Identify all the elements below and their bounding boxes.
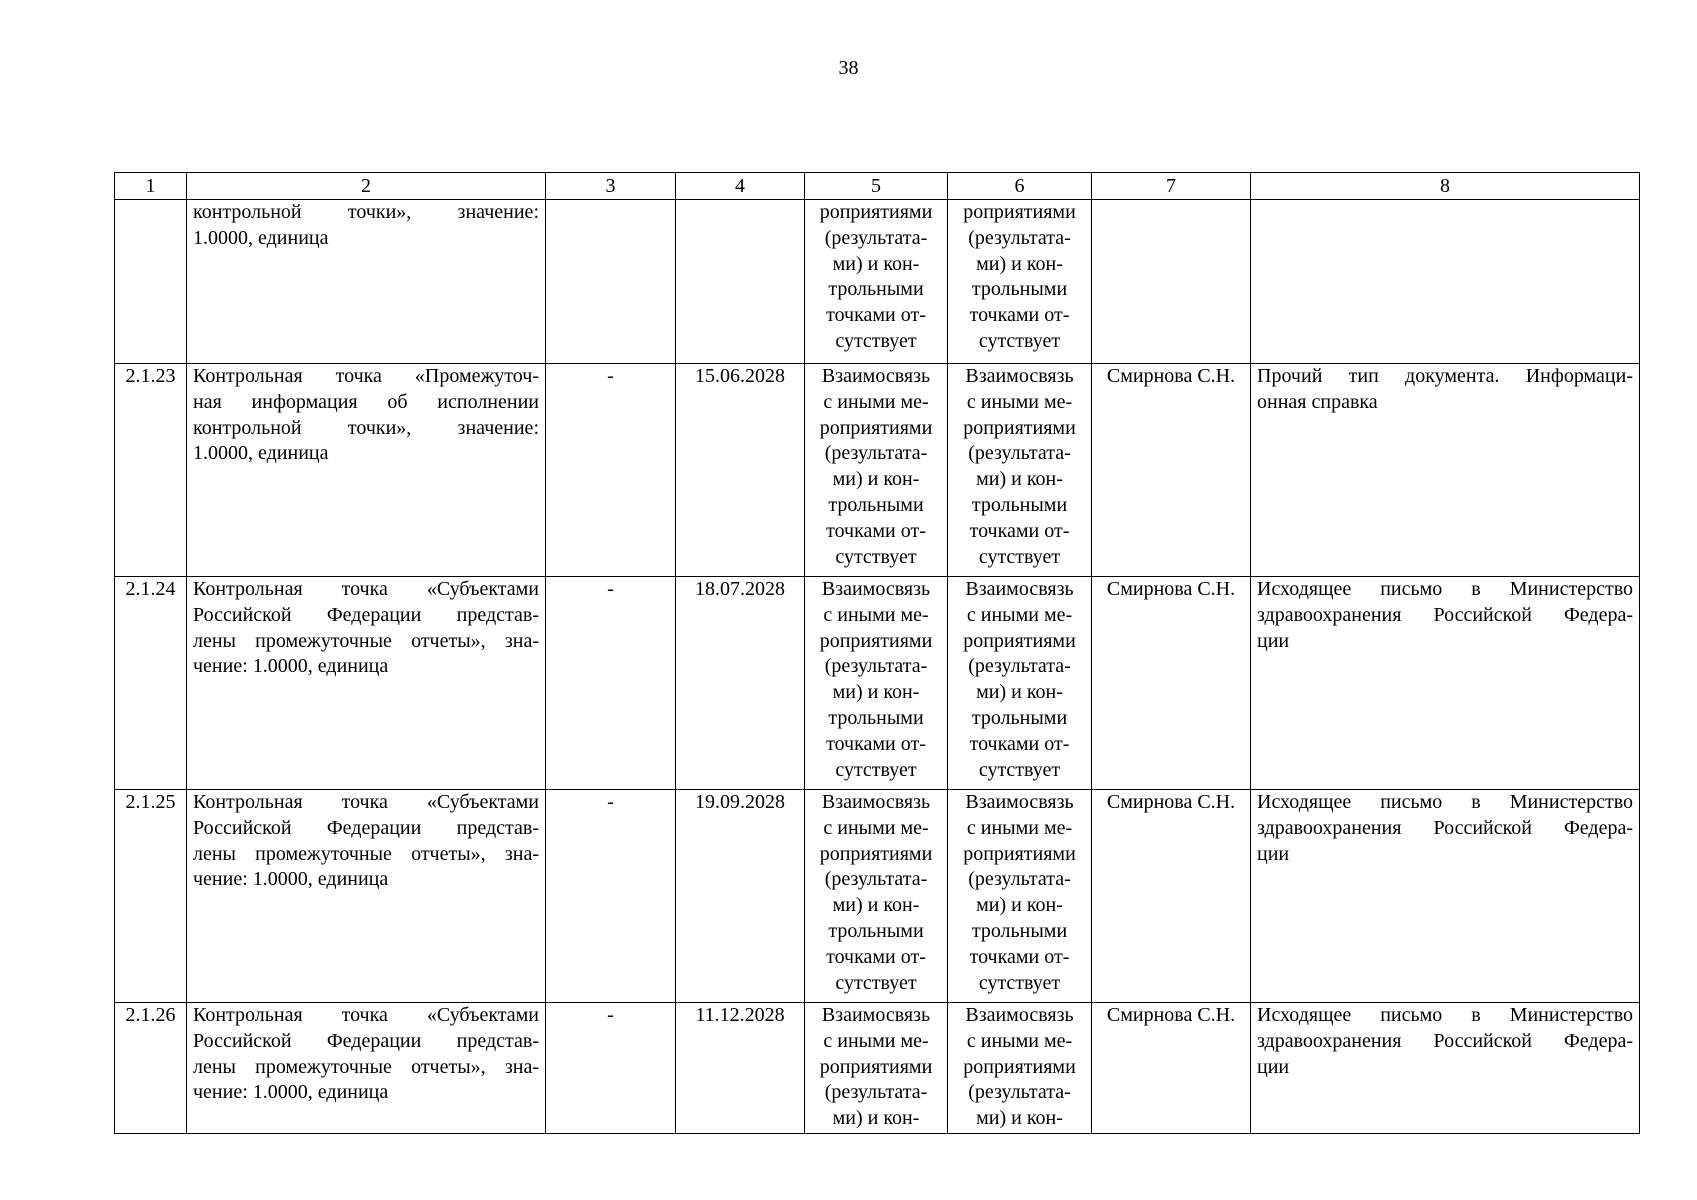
row-number-cell: 2.1.23 [115,364,187,577]
name-line: контрольной точки», значение: [193,201,539,223]
row-number-cell: 2.1.25 [115,790,187,1003]
date-cell: 18.07.2028 [676,577,805,790]
relation-line: (результата- [824,655,928,678]
relation-line: трольными [971,278,1068,301]
column-header: 1 [115,173,187,200]
relation-line: (результата- [824,1081,928,1104]
relation-line: роприятиями [819,416,933,439]
relation-line: Взаимосвязь [965,791,1074,813]
relation-line: трольными [971,493,1068,516]
column-3-cell: - [546,577,676,790]
relation-line: роприятиями [963,842,1076,865]
responsible-cell: Смирнова С.Н. [1092,577,1251,790]
relation-line: (результата- [824,868,928,891]
column-header: 7 [1092,173,1251,200]
name-line: лены промежуточные отчеты», зна- [193,629,539,652]
relation-line: сутствует [835,758,917,781]
relation-line: трольными [828,919,924,942]
relation-cell-5 [805,577,948,790]
responsible-cell: Смирнова С.Н. [1092,790,1251,1003]
row-number-cell: 2.1.26 [115,1003,187,1134]
relation-line: точками от- [969,732,1070,755]
column-header: 4 [676,173,805,200]
relation-line: ми) и кон- [976,1107,1063,1130]
relation-line: (результата- [968,868,1071,891]
relation-line: точками от- [826,519,926,542]
document-type-cell [1251,200,1640,364]
name-line: чение: 1.0000, единица [193,1081,389,1104]
relation-line: ми) и кон- [832,468,920,491]
document-line: онная справка [1257,390,1378,413]
relation-line: сутствует [978,758,1061,781]
date-cell [676,200,805,364]
relation-line: Взаимосвязь [821,365,931,387]
relation-line: ми) и кон- [832,894,920,917]
table-row [115,577,1640,790]
name-line: Контрольная точка «Субъектами [193,791,539,813]
control-point-name-cell [187,1003,546,1134]
relation-line: роприятиями [963,1055,1076,1078]
document-line: Прочий тип документа. Информаци- [1257,365,1633,387]
table-row [115,200,1640,364]
column-3-cell: - [546,790,676,1003]
relation-line: роприятиями [963,629,1076,652]
name-line: Российской Федерации представ- [193,1029,539,1052]
relation-line: ми) и кон- [976,894,1063,917]
name-line: 1.0000, единица [193,442,329,465]
table-row [115,790,1640,1003]
relation-line: точками от- [826,304,926,327]
date-cell: 15.06.2028 [676,364,805,577]
relation-line: роприятиями [819,842,933,865]
document-line: Исходящее письмо в Министерство [1257,791,1633,813]
name-line: ная информация об исполнении [193,390,539,413]
control-point-name-cell [187,577,546,790]
relation-line: (результата- [824,442,928,465]
relation-line: Взаимосвязь [821,1004,931,1026]
relation-line: с иными ме- [823,603,929,626]
relation-line: роприятиями [819,629,933,652]
name-line: Контрольная точка «Субъектами [193,1004,539,1026]
responsible-cell [1092,200,1251,364]
relation-line: трольными [828,493,924,516]
document-line: здравоохранения Российской Федера- [1257,603,1633,626]
table-body [115,200,1640,1134]
relation-line: трольными [971,706,1068,729]
relation-line: с иными ме- [966,816,1073,839]
relation-line: с иными ме- [966,1029,1073,1052]
document-line: здравоохранения Российской Федера- [1257,816,1633,839]
document-line: ции [1257,1055,1290,1078]
relation-line: роприятиями [819,201,933,223]
relation-line: с иными ме- [823,1029,929,1052]
relation-line: Взаимосвязь [965,1004,1074,1026]
relation-line: трольными [971,919,1068,942]
relation-line: с иными ме- [966,603,1073,626]
relation-line: Взаимосвязь [821,578,931,600]
relation-line: Взаимосвязь [965,578,1074,600]
name-line: Российской Федерации представ- [193,603,539,626]
name-line: Контрольная точка «Промежуточ- [193,365,539,387]
row-number-cell: 2.1.24 [115,577,187,790]
document-line: ции [1257,842,1290,865]
document-line: здравоохранения Российской Федера- [1257,1029,1633,1052]
column-header: 6 [948,173,1092,200]
column-header: 8 [1251,173,1640,200]
name-line: лены промежуточные отчеты», зна- [193,1055,539,1078]
relation-line: (результата- [968,226,1071,249]
relation-line: с иными ме- [823,390,929,413]
relation-cell-6 [948,200,1092,364]
page-number: 38 [838,57,859,79]
relation-line: сутствует [835,329,917,352]
relation-line: трольными [828,706,924,729]
document-type-cell [1251,1003,1640,1134]
relation-cell-5 [805,364,948,577]
relation-line: роприятиями [819,1055,933,1078]
relation-line: Взаимосвязь [965,365,1074,387]
name-line: лены промежуточные отчеты», зна- [193,842,539,865]
relation-cell-6 [948,364,1092,577]
document-type-cell [1251,790,1640,1003]
relation-line: ми) и кон- [832,252,920,275]
responsible-cell: Смирнова С.Н. [1092,364,1251,577]
column-3-cell [546,200,676,364]
column-header: 3 [546,173,676,200]
relation-line: роприятиями [963,416,1076,439]
relation-line: точками от- [969,304,1070,327]
relation-line: с иными ме- [823,816,929,839]
column-3-cell: - [546,1003,676,1134]
table-header [115,173,1640,200]
relation-line: ми) и кон- [976,468,1063,491]
control-point-name-cell [187,790,546,1003]
relation-cell-5 [805,1003,948,1134]
relation-line: ми) и кон- [832,681,920,704]
responsible-cell: Смирнова С.Н. [1092,1003,1251,1134]
relation-line: (результата- [968,655,1071,678]
relation-line: ми) и кон- [976,681,1063,704]
name-line: чение: 1.0000, единица [193,868,389,891]
relation-line: сутствует [978,545,1061,568]
document-line: Исходящее письмо в Министерство [1257,1004,1633,1026]
name-line: контрольной точки», значение: [193,416,539,439]
relation-line: точками от- [969,945,1070,968]
relation-line: сутствует [835,971,917,994]
name-line: Российской Федерации представ- [193,816,539,839]
row-number-cell [115,200,187,364]
document-type-cell [1251,577,1640,790]
document-type-cell [1251,364,1640,577]
relation-cell-6 [948,577,1092,790]
column-header: 5 [805,173,948,200]
relation-line: сутствует [978,971,1061,994]
name-line: Контрольная точка «Субъектами [193,578,539,600]
control-points-table [114,172,1640,1134]
relation-line: (результата- [968,1081,1071,1104]
relation-line: роприятиями [963,201,1076,223]
document-line: ции [1257,629,1290,652]
document-line: Исходящее письмо в Министерство [1257,578,1633,600]
relation-line: сутствует [835,545,917,568]
name-line: 1.0000, единица [193,226,329,249]
relation-line: сутствует [978,329,1061,352]
header-row [115,173,1640,200]
relation-line: точками от- [826,945,926,968]
date-cell: 19.09.2028 [676,790,805,1003]
column-header: 2 [187,173,546,200]
relation-line: ми) и кон- [976,252,1063,275]
name-line: чение: 1.0000, единица [193,655,389,678]
date-cell: 11.12.2028 [676,1003,805,1134]
relation-cell-5 [805,200,948,364]
relation-line: (результата- [968,442,1071,465]
relation-line: трольными [828,278,924,301]
relation-line: точками от- [969,519,1070,542]
control-point-name-cell [187,364,546,577]
relation-cell-5 [805,790,948,1003]
column-3-cell: - [546,364,676,577]
relation-cell-6 [948,790,1092,1003]
table-row [115,364,1640,577]
relation-line: с иными ме- [966,390,1073,413]
control-point-name-cell [187,200,546,364]
relation-line: Взаимосвязь [821,791,931,813]
table-row [115,1003,1640,1134]
relation-line: (результата- [824,226,928,249]
relation-line: точками от- [826,732,926,755]
relation-cell-6 [948,1003,1092,1134]
relation-line: ми) и кон- [832,1107,920,1130]
